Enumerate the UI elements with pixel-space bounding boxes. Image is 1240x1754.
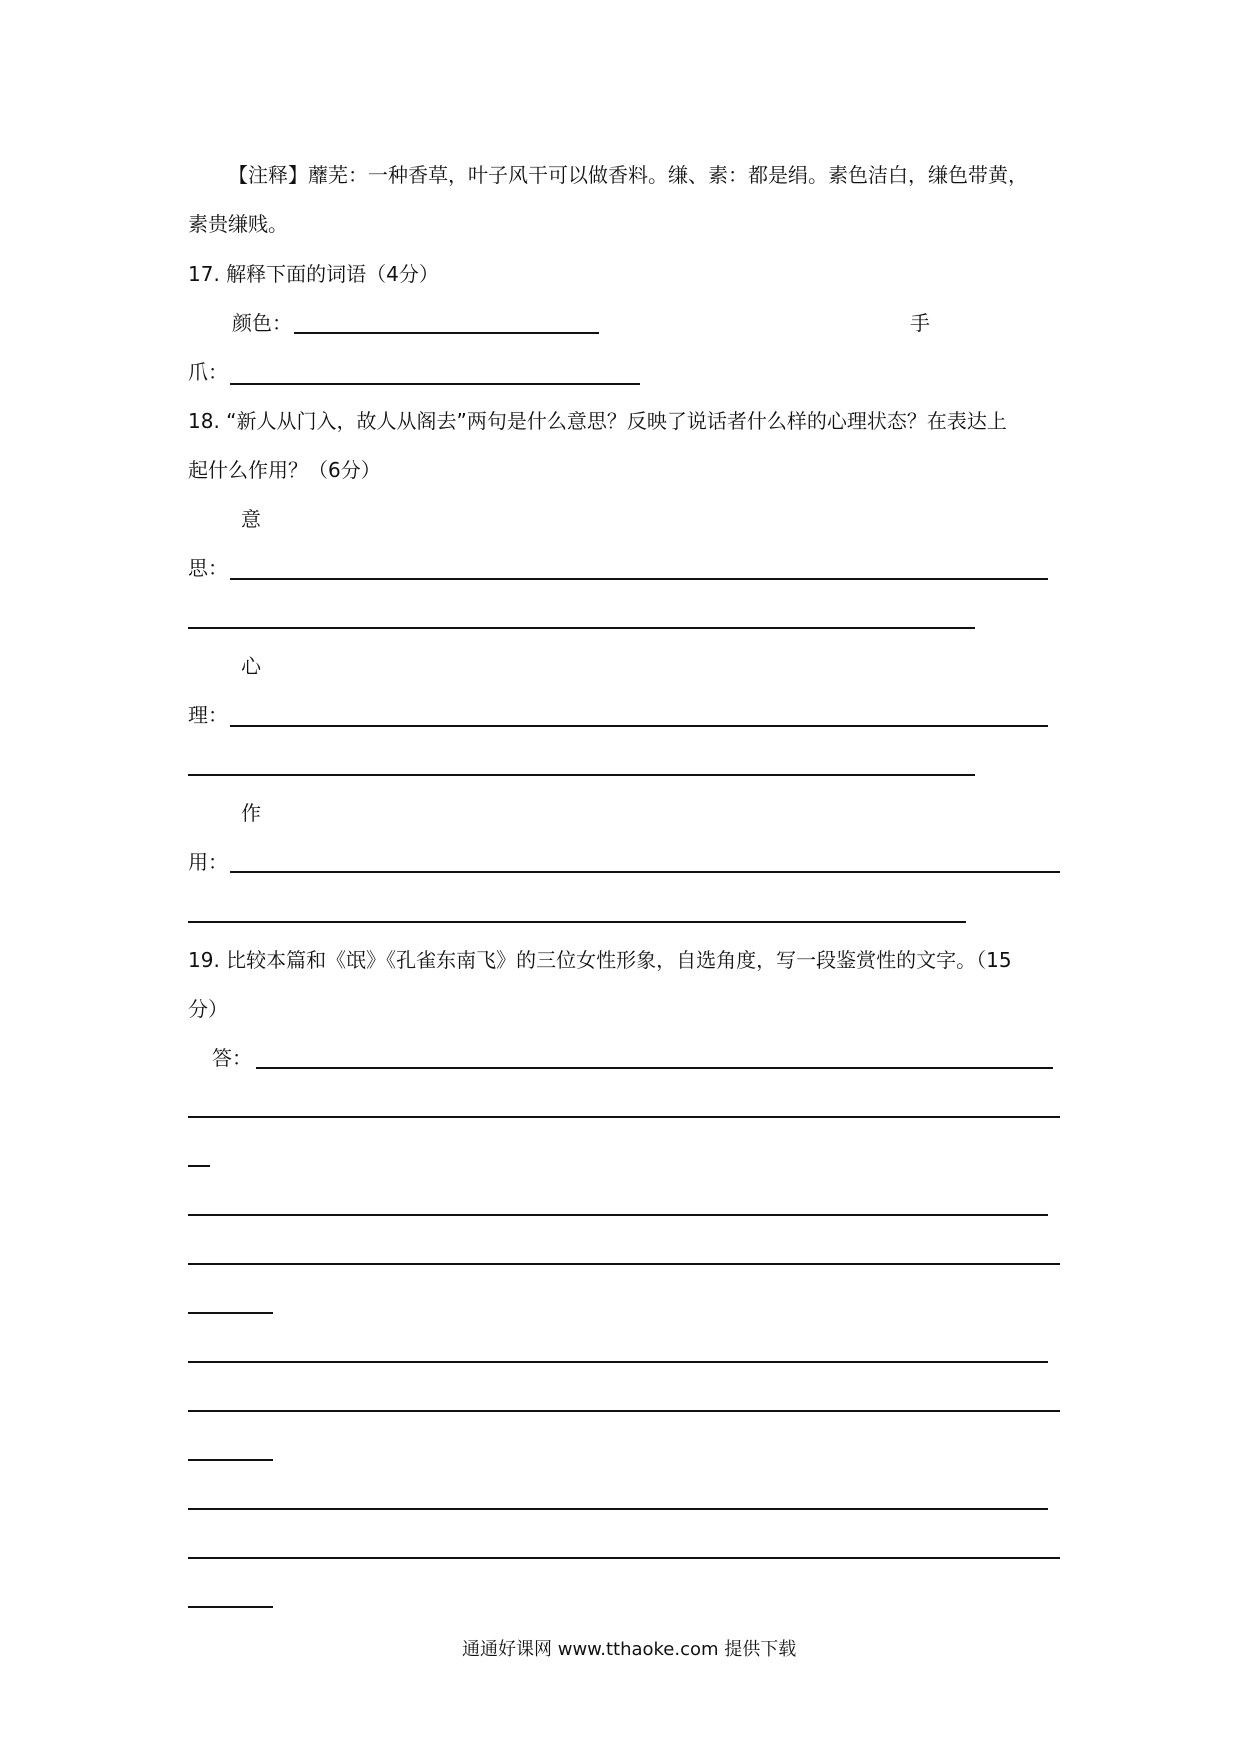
answer-line-yisi-1[interactable]: [230, 578, 1048, 580]
answer-line-zuoyong-2[interactable]: [188, 921, 966, 923]
answer-line-yanse[interactable]: [294, 332, 599, 334]
answer-line-xinli-1[interactable]: [230, 725, 1048, 727]
answer-line-q19-7[interactable]: [188, 1361, 1048, 1363]
label-zhao: 爪：: [188, 360, 228, 384]
answer-line-q19-8[interactable]: [188, 1410, 1060, 1412]
answer-line-shouzhao[interactable]: [230, 383, 640, 385]
label-zuoyong-bottom: 用：: [188, 850, 228, 874]
label-shou: 手: [910, 311, 930, 335]
label-yisi-bottom: 思：: [188, 556, 228, 580]
answer-line-q19-6[interactable]: [188, 1312, 273, 1314]
label-xinli-bottom: 理：: [188, 703, 228, 727]
answer-line-zuoyong-1[interactable]: [230, 871, 1060, 873]
label-xinli-top: 心: [241, 654, 261, 678]
answer-line-q19-5[interactable]: [188, 1263, 1060, 1265]
question-19-line-1: 19. 比较本篇和《氓》《孔雀东南飞》的三位女性形象，自选角度，写一段鉴赏性的文字。（15: [188, 948, 1012, 972]
note-line-2: 素贵缣贱。: [188, 212, 288, 236]
question-18-line-1: 18. “新人从门入，故人从阁去”两句是什么意思？反映了说话者什么样的心理状态？在表达上: [188, 409, 1007, 433]
answer-line-q19-1[interactable]: [256, 1067, 1053, 1069]
answer-line-q19-11[interactable]: [188, 1557, 1060, 1559]
question-18-line-2: 起什么作用？（6分）: [188, 458, 381, 482]
label-yisi-top: 意: [241, 507, 261, 531]
label-answer: 答：: [212, 1046, 252, 1070]
answer-line-yisi-2[interactable]: [188, 627, 975, 629]
label-yanse: 颜色：: [232, 311, 292, 335]
answer-line-q19-10[interactable]: [188, 1508, 1048, 1510]
answer-line-q19-4[interactable]: [188, 1214, 1048, 1216]
note-line-1: 【注释】蘼芜：一种香草，叶子风干可以做香料。缣、素：都是绢。素色洁白，缣色带黄，: [228, 163, 1028, 187]
answer-line-q19-9[interactable]: [188, 1459, 273, 1461]
label-zuoyong-top: 作: [241, 801, 261, 825]
answer-line-q19-3[interactable]: [188, 1165, 210, 1167]
footer-text: 通通好课网 www.tthaoke.com 提供下载: [462, 1639, 797, 1660]
question-17-title: 17. 解释下面的词语（4分）: [188, 262, 439, 286]
answer-line-q19-2[interactable]: [188, 1116, 1060, 1118]
question-19-line-2: 分）: [188, 997, 228, 1021]
answer-line-q19-12[interactable]: [188, 1606, 273, 1608]
answer-line-xinli-2[interactable]: [188, 774, 975, 776]
